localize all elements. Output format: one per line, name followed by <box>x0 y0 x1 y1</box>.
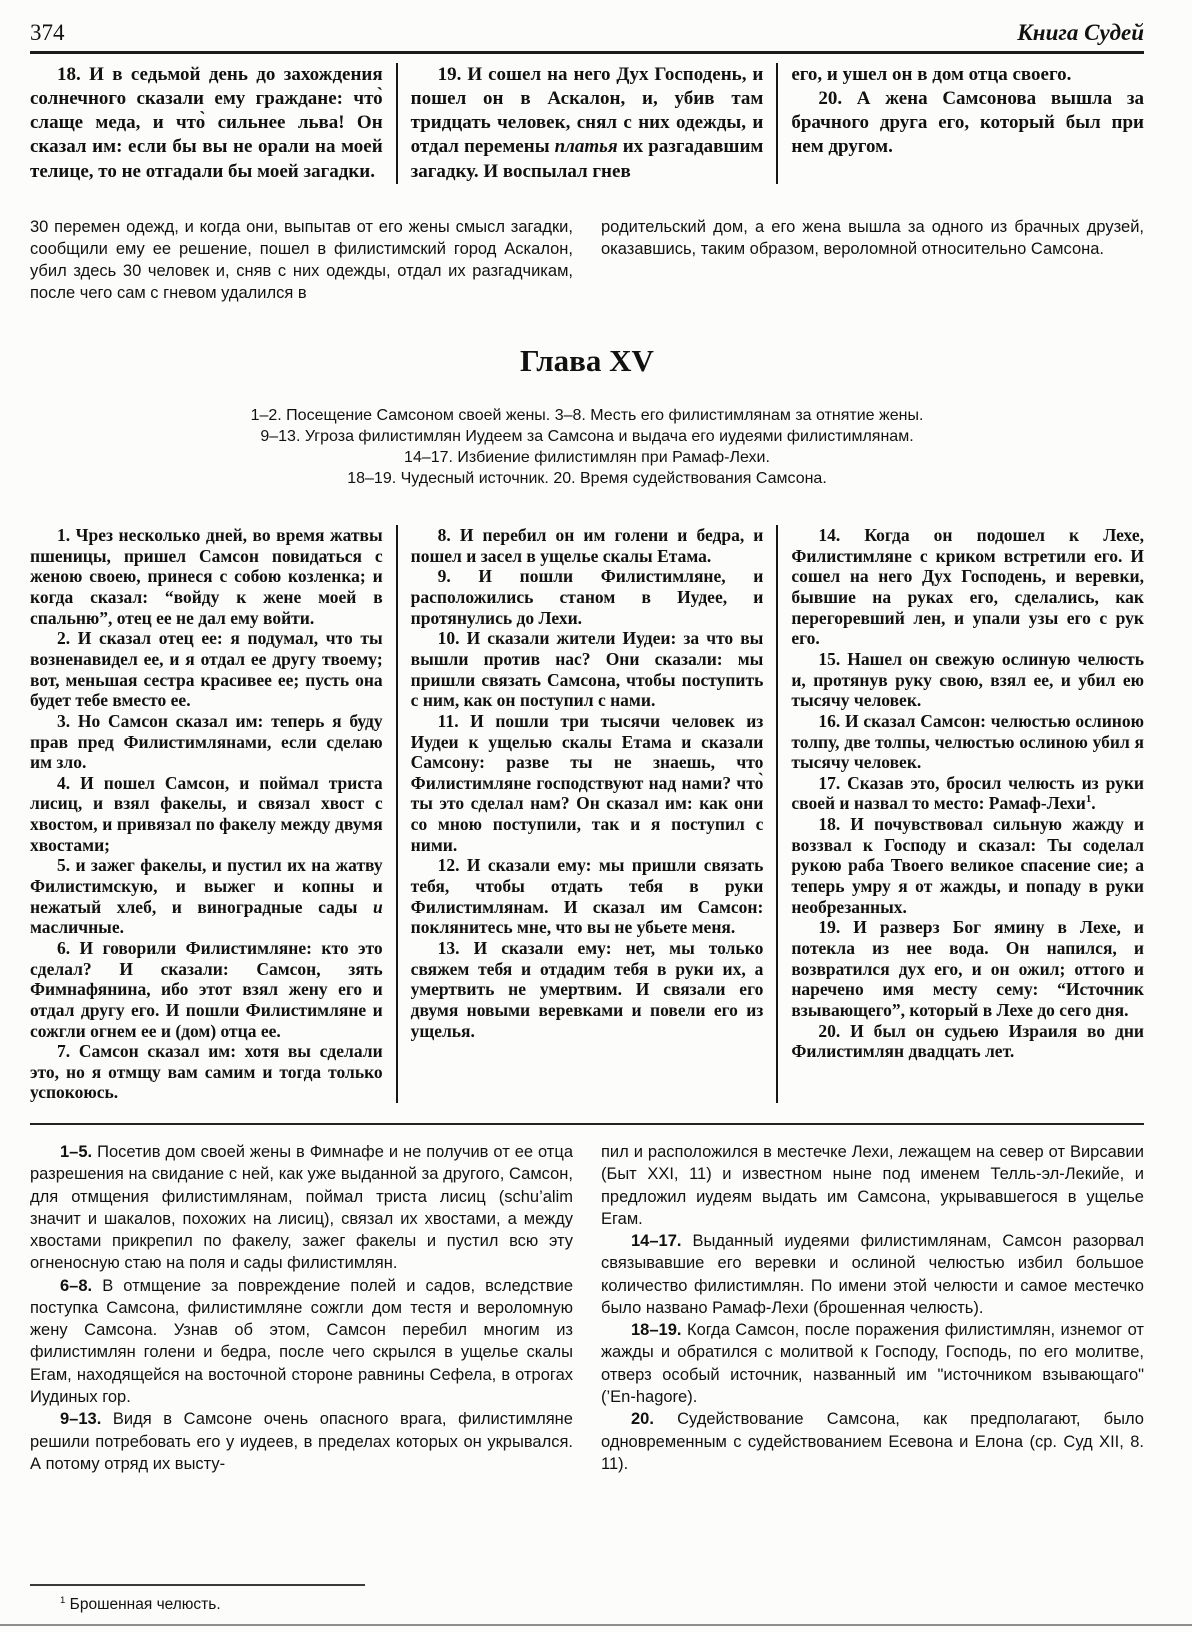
verse-4: 4. И пошел Самсон, и поймал триста лисиц, и взял факелы, и связал хвост с хвостом, и привязал по факелу между двумя хвостами; <box>30 772 383 855</box>
commentary-paragraph-continuation: пил и расположился в местечке Лехи, лежащем на север от Вирсавии (Быт XXI, 11) и известном ныне под именем Телль-эл-Лекийе, и предложил иудеям выдать им Самсона, укрывавшегося в ущелье Егам. <box>601 1143 1144 1228</box>
chapter15-commentary <box>30 1141 1144 1475</box>
scripture-column-2 <box>396 525 777 1103</box>
commentary-text: В отмщение за повреждение полей и садов, вследствие поступка Самсона, филистимляне сожгли дом тестя и вероломную жену Самсона. Узнав об этом, Самсон перебил многим из филистимлян голени и бедра, после чего скрылся в ущелье скалы Егам, находящейся на восточной стороне равнины Сефела, в отрогах Иудиных гор. <box>30 1276 574 1406</box>
scripture-column-1 <box>30 525 396 1103</box>
scripture-column-3 <box>776 63 1144 184</box>
commentary-column-right <box>601 1141 1144 1475</box>
verse-20: 20. И был он судьею Израиля во дни Филистимлян двадцать лет. <box>791 1020 1145 1062</box>
page-bottom-edge <box>0 1624 1192 1626</box>
summary-line: 9–13. Угроза филистимлян Иудеем за Самсона и выдача его иудеями филистимлянам. <box>260 427 914 445</box>
verse-range-lead: 20. <box>631 1410 654 1429</box>
commentary-text: Посетив дом своей жены в Фимнафе и не получив от ее отца разрешения на свидание с ней, как уже выданной за другого, Самсон, для отмщения филистимлянам, поймал триста лисиц (schu’alim значит и шакалов, похожих на лисиц), связал их хвостами, а между хвостами прикрепил по факелу, зажег факелы и пустил всю эту огненосную стаю на поля и сады филистимлян. <box>30 1143 573 1273</box>
footnote <box>60 1595 1144 1614</box>
chapter15-scripture <box>30 525 1144 1103</box>
verse-range-lead: 6–8. <box>60 1276 93 1295</box>
chapter14-commentary <box>30 216 1144 305</box>
verse-19-text-end: их разгадавшим загадку. И воспылал гнев <box>410 136 764 182</box>
scripture-column-1 <box>30 63 396 184</box>
verse-5-text-end: масличные. <box>30 917 124 938</box>
commentary-text: Выданный иудеями филистимлянам, Самсон разорвал связывавшие его веревки и ослиной челюстью избил большое количество филистимлян. По имени этой челюсти и самое местечко было названо Рамаф-Лехи (брошенная челюсть). <box>601 1232 1144 1317</box>
commentary-paragraph-14-17 <box>601 1230 1144 1319</box>
verse-17 <box>791 773 1144 814</box>
verse-10: 10. И сказали жители Иудеи: за что вы вышли против нас? Они сказали: мы пришли связать Самсона, чтобы поступить с ним, как он поступил с нами. <box>410 628 764 711</box>
page-number: 374 <box>30 20 65 45</box>
verse-19 <box>411 63 764 184</box>
commentary-paragraph-9-13 <box>30 1408 573 1475</box>
commentary-column-left <box>30 216 573 305</box>
verse-range-lead: 1–5. <box>60 1143 93 1162</box>
verse-7: 7. Самсон сказал им: хотя вы сделали это, но я отмщу вам самим и тогда только успокоюсь. <box>30 1041 383 1103</box>
commentary-column-left <box>30 1141 573 1475</box>
verse-17-text: 17. Сказав это, бросил челюсть из руки своей и назвал то место: Рамаф-Лехи <box>791 772 1145 814</box>
verse-1: 1. Чрез несколько дней, во время жатвы пшеницы, пришел Самсон повидаться с женою своею, принеся с собою козленка; и когда сказал: “войду к жене моей в спальню”, отец ее не дал ему войти. <box>30 525 383 628</box>
footnote-reference: 1 <box>1085 793 1092 806</box>
chapter-title: Глава XV <box>520 342 654 378</box>
commentary-paragraph-20 <box>601 1408 1144 1475</box>
verse-19: 19. И разверз Бог ямину в Лехе, и потекла из нее вода. Он напился, и возвратился дух его, и он ожил; оттого и наречено имя месту сему: “Источник взывающего”, который в Лехе до сего дня. <box>791 917 1145 1020</box>
commentary-paragraph-1-5 <box>30 1141 573 1275</box>
scripture-column-2 <box>396 63 777 184</box>
verse-9: 9. И пошли Филистимляне, и расположились станом в Иудее, и протянулись до Лехи. <box>410 566 764 628</box>
summary-line: 1–2. Посещение Самсоном своей жены. 3–8. Месть его филистимлянам за отнятие жены. <box>250 406 924 424</box>
footnote-block <box>30 1584 1144 1624</box>
verse-range-lead: 9–13. <box>60 1410 102 1429</box>
commentary-paragraph: 30 перемен одежд, и когда они, выпытав от его жены смысл загадки, сообщили ему ее решение, пошел в филистимский город Аскалон, убил здесь 30 человек и, сняв с них одежды, отдал их разгадчикам, после чего сам с гневом удалился в <box>30 217 573 303</box>
verse-13: 13. И сказали ему: нет, мы только свяжем тебя и отдадим тебя в руки их, а умертвить не умертвим. И связали его двумя новыми веревками и повели его из ущелья. <box>410 937 764 1041</box>
verse-15: 15. Нашел он свежую ослиную челюсть и, протянув руку свою, взял ее, и убил ею тысячу человек. <box>791 648 1145 711</box>
verse-17-text-end: . <box>1091 793 1096 814</box>
summary-line: 18–19. Чудесный источник. 20. Время судействования Самсона. <box>347 470 827 488</box>
commentary-text: Судействование Самсона, как предполагают, было одновременным с судействованием Есевона и Елона (ср. Суд XII, 8. 11). <box>601 1410 1144 1473</box>
verse-11: 11. И пошли три тысячи человек из Иудеи к ущелью скалы Етама и сказали Самсону: разве ты не знаешь, что Филистимляне господствуют над нами? что̀ ты это сделал нам? Он сказал им: как они со мною поступили, так и я поступил с ними. <box>410 710 764 855</box>
commentary-paragraph: родительский дом, а его жена вышла за одного из брачных друзей, оказавшись, таким образом, вероломной относительно Самсона. <box>601 217 1144 258</box>
verse-18: 18. И почувствовал сильную жажду и воззвал к Господу и сказал: Ты соделал рукою раба Твоего великое спасение сие; а теперь умру я от жажды, и попаду в руки необрезанных. <box>791 814 1145 917</box>
section-divider <box>30 1123 1144 1125</box>
verse-5 <box>30 855 383 938</box>
verse-6: 6. И говорили Филистимляне: кто это сделал? И сказали: Самсон, зять Фимнафянина, ибо этот взял жену его и отдал другу его. И пошли Филистимляне и сожгли огнем ее и (дом) отца ее. <box>30 937 383 1041</box>
chapter-summary <box>30 405 1144 489</box>
verse-3: 3. Но Самсон сказал им: теперь я буду прав пред Филистимлянами, если сделаю им зло. <box>30 710 383 773</box>
verse-20: 20. А жена Самсонова вышла за брачного друга его, который был при нем другом. <box>791 88 1145 158</box>
verse-19-text: 19. И сошел на него Дух Господень, и пошел он в Аскалон, и, убив там тридцать человек, снял с них одежды, и отдал перемены <box>410 64 764 158</box>
commentary-column-right <box>601 216 1144 305</box>
previous-chapter-scripture <box>30 63 1144 184</box>
verse-19-continuation: его, и ушел он в дом отца своего. <box>791 64 1072 85</box>
commentary-paragraph-6-8 <box>30 1275 573 1409</box>
summary-line: 14–17. Избиение филистимлян при Рамаф-Лехи. <box>404 448 770 466</box>
page-header <box>30 20 1144 54</box>
verse-18: 18. И в седьмой день до захождения солнечного сказали ему граждане: что̀ слаще меда, и что̀ сильнее льва! Он сказал им: если бы вы не орали на моей телице, то не отгадали бы моей загадки. <box>30 64 383 182</box>
commentary-text: Когда Самсон, после поражения филистимлян, изнемог от жажды и обратился с молитвой к Господу, Господь, по его молитве, отверз особый источник, названный им "источником взывающаго" (’En-hagore). <box>601 1321 1144 1406</box>
verse-12: 12. И сказали ему: мы пришли связать тебя, чтобы отдать тебя в руки Филистимлянам. И сказал им Самсон: поклянитесь мне, что вы не убьете меня. <box>410 855 764 938</box>
verse-2: 2. И сказал отец ее: я подумал, что ты возненавидел ее, и я отдал ее другу твоему; вот, меньшая сестра красивее ее; пусть она будет тебе вместо ее. <box>30 628 383 711</box>
verse-8: 8. И перебил он им голени и бедра, и пошел и засел в ущелье скалы Етама. <box>410 525 764 566</box>
verse-14: 14. Когда он подошел к Лехе, Филистимляне с криком встретили его. И сошел на него Дух Господень, и веревки, бывшие на руках его, сделались, как перегоревший лен, и упали узы его с рук его. <box>791 525 1145 649</box>
footnote-text: Брошенная челюсть. <box>69 1596 221 1613</box>
verse-16: 16. И сказал Самсон: челюстью ослиною толпу, две толпы, челюстью ослиною убил я тысячу человек. <box>791 710 1145 773</box>
verse-range-lead: 14–17. <box>631 1232 682 1251</box>
commentary-text: Видя в Самсоне очень опасного врага, филистимляне решили потребовать его у иудеев, в пределах которых он укрывался. А потому отряд их высту- <box>30 1410 573 1473</box>
footnote-divider <box>30 1584 365 1586</box>
scripture-column-3 <box>776 525 1144 1103</box>
verse-5-text: 5. и зажег факелы, и пустил их на жатву Филистимскую, и выжег и копны и нежатый хлеб, и виноградные сады <box>30 855 383 917</box>
verse-range-lead: 18–19. <box>631 1321 682 1340</box>
footnote-marker: 1 <box>60 1594 66 1606</box>
verse-5-italic-word: и <box>372 896 383 917</box>
running-title: Книга Судей <box>1017 20 1144 45</box>
commentary-paragraph-18-19 <box>601 1319 1144 1408</box>
verse-19-italic-word: платья <box>554 136 618 158</box>
